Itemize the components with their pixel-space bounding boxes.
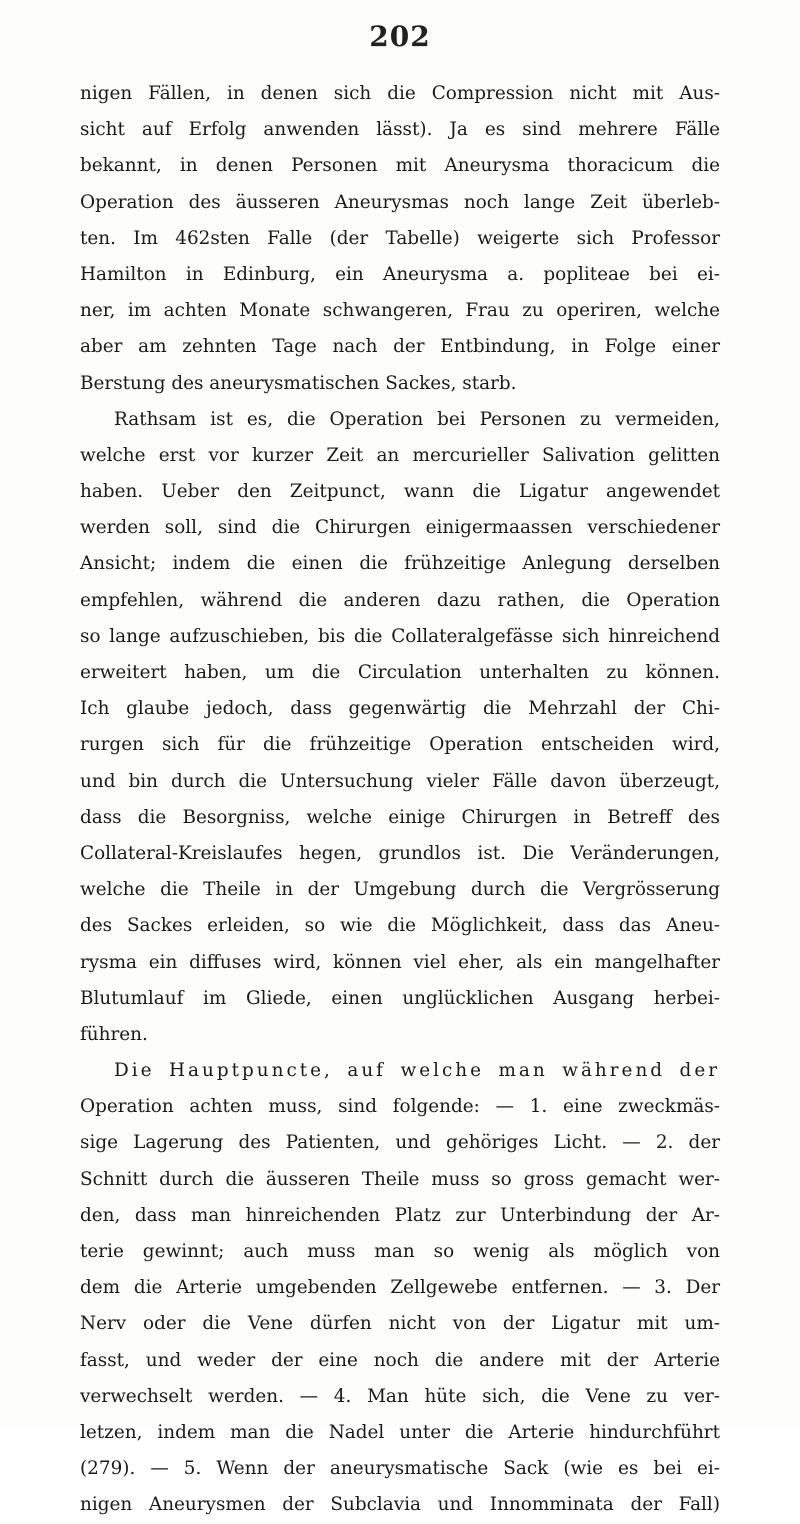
text-line: rurgen sich für die frühzeitige Operation entscheiden wird,: [80, 734, 720, 756]
text-line: Nerv oder die Vene dürfen nicht von der Ligatur mit um-: [80, 1313, 720, 1335]
text-line: Hamilton in Edinburg, ein Aneurysma a. popliteae bei ei-: [80, 263, 720, 285]
text-line: ner, im achten Monate schwangeren, Frau zu operiren, welche: [80, 300, 720, 322]
body-text: [80, 76, 720, 1524]
text-line: Operation des äusseren Aneurysmas noch lange Zeit überleb-: [80, 191, 720, 213]
text-line: dem die Arterie umgebenden Zellgewebe entfernen. — 3. Der: [80, 1277, 720, 1299]
text-line: nigen Fällen, in denen sich die Compression nicht mit Aus-: [80, 83, 720, 104]
text-line: haben. Ueber den Zeitpunct, wann die Ligatur angewendet: [80, 481, 720, 503]
text-line: Collateral-Kreislaufes hegen, grundlos ist. Die Veränderungen,: [80, 842, 720, 864]
text-line: Rathsam ist es, die Operation bei Personen zu vermeiden,: [114, 408, 720, 430]
text-line: ten. Im 462sten Falle (der Tabelle) weigerte sich Professor: [80, 227, 720, 249]
text-line: sicht auf Erfolg anwenden lässt). Ja es sind mehrere Fälle: [80, 119, 720, 141]
text-line: welche die Theile in der Umgebung durch die Vergrösserung: [80, 879, 720, 901]
page-number: 202: [369, 20, 431, 53]
text-line: den, dass man hinreichenden Platz zur Unterbindung der Ar-: [80, 1204, 720, 1226]
text-line: Schnitt durch die äusseren Theile muss so gross gemacht wer-: [80, 1168, 720, 1190]
text-line: rysma ein diffuses wird, können viel eher, als ein mangelhafter: [80, 951, 720, 973]
text-line: Operation achten muss, sind folgende: — 1. eine zweckmäs-: [80, 1096, 720, 1118]
text-line: sige Lagerung des Patienten, und gehöriges Licht. — 2. der: [80, 1132, 720, 1154]
text-line: Ansicht; indem die einen die frühzeitige Anlegung derselben: [80, 553, 720, 575]
text-line: werden soll, sind die Chirurgen einigermaassen verschiedener: [80, 517, 720, 539]
text-line: des Sackes erleiden, so wie die Möglichkeit, dass das Aneu-: [80, 915, 720, 937]
text-line: Die Hauptpuncte, auf welche man während der: [114, 1060, 720, 1082]
text-line: nigen Aneurysmen der Subclavia und Innomminata der Fall): [80, 1494, 720, 1516]
text-line: führen.: [80, 1023, 148, 1045]
text-line: terie gewinnt; auch muss man so wenig als möglich von: [80, 1241, 720, 1262]
text-line: Ich glaube jedoch, dass gegenwärtig die Mehrzahl der Chi-: [80, 698, 720, 720]
text-line: Blutumlauf im Gliede, einen unglücklichen Ausgang herbei-: [80, 987, 720, 1009]
text-line: letzen, indem man die Nadel unter die Arterie hindurchführt: [80, 1421, 720, 1443]
text-line: und bin durch die Untersuchung vieler Fälle davon überzeugt,: [80, 770, 720, 792]
text-line: empfehlen, während die anderen dazu rathen, die Operation: [80, 589, 720, 611]
text-line: Berstung des aneurysmatischen Sackes, starb.: [80, 372, 517, 394]
text-line: fasst, und weder der eine noch die andere mit der Arterie: [80, 1349, 720, 1371]
text-line: so lange aufzuschieben, bis die Collateralgefässe sich hinreichend: [80, 625, 720, 647]
text-line: aber am zehnten Tage nach der Entbindung, in Folge einer: [80, 336, 720, 358]
text-line: (279). — 5. Wenn der aneurysmatische Sack (wie es bei ei-: [80, 1458, 720, 1480]
text-line: bekannt, in denen Personen mit Aneurysma thoracicum die: [80, 155, 720, 177]
text-line: dass die Besorgniss, welche einige Chirurgen in Betreff des: [80, 806, 720, 828]
text-line: welche erst vor kurzer Zeit an mercurieller Salivation gelitten: [80, 444, 720, 466]
text-line: verwechselt werden. — 4. Man hüte sich, die Vene zu ver-: [80, 1385, 720, 1407]
text-line: erweitert haben, um die Circulation unterhalten zu können.: [80, 662, 720, 683]
